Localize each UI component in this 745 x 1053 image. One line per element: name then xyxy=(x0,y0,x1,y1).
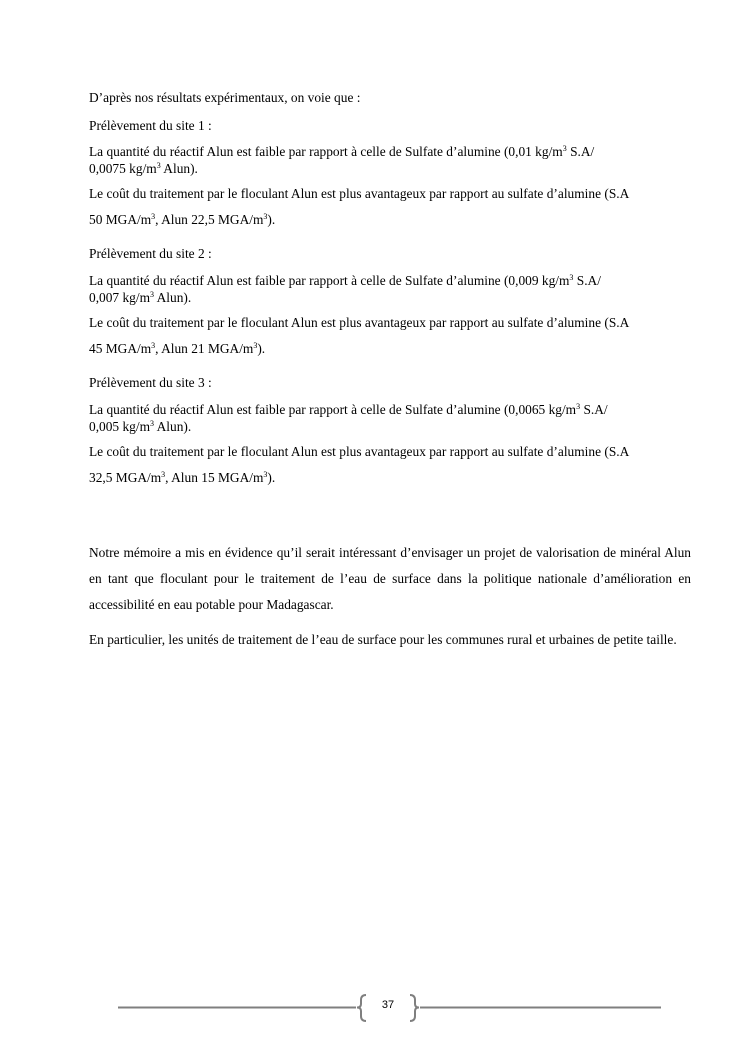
site2-qty-line1: La quantité du réactif Alun est faible par rapport à celle de Sulfate d’alumine (0,009 $kg/m^3$ S.A/ xyxy=(89,273,601,288)
site3-quantity-paragraph xyxy=(89,401,691,435)
site2-cost-paragraph xyxy=(89,310,691,362)
site3-cost-line1: Le coût du traitement par le floculant Alun est plus avantageux par rapport au sulfate d’alumine (S.A xyxy=(89,444,630,459)
site2-cost-line2: 45 MGA/$m^3$, Alun 21 MGA/$m^3$). xyxy=(89,341,266,356)
site1-heading: Prélèvement du site 1 : xyxy=(89,118,212,133)
site1-qty-line2: 0,0075 $kg/m^3$ Alun). xyxy=(89,161,198,176)
conclusion-paragraph-2: En particulier, les unités de traitement de l’eau de surface pour les communes rural et urbaines de petite taille. xyxy=(89,632,677,647)
site1-quantity-paragraph xyxy=(89,143,691,177)
site1-cost-line2: 50 MGA/$m^3$, Alun 22,5 MGA/$m^3$). xyxy=(89,212,276,227)
site3-cost-paragraph xyxy=(89,439,691,491)
site3-qty-line1: La quantité du réactif Alun est faible par rapport à celle de Sulfate d’alumine (0,0065 $kg/m^3$ S.A/ xyxy=(89,402,608,417)
site1-qty-line1: La quantité du réactif Alun est faible par rapport à celle de Sulfate d’alumine (0,01 $kg/m^3$ S.A/ xyxy=(89,144,595,159)
site2-heading: Prélèvement du site 2 : xyxy=(89,246,212,261)
site1-cost-paragraph xyxy=(89,181,691,233)
page-footer xyxy=(0,992,745,1024)
intro-paragraph: D’après nos résultats expérimentaux, on voie que : xyxy=(89,90,361,105)
page-number: 37 xyxy=(381,999,395,1011)
left-brace-icon xyxy=(357,995,366,1021)
site3-qty-line2: 0,005 $kg/m^3$ Alun). xyxy=(89,419,192,434)
site2-cost-line1: Le coût du traitement par le floculant Alun est plus avantageux par rapport au sulfate d’alumine (S.A xyxy=(89,315,630,330)
document-body xyxy=(89,89,691,653)
right-brace-icon xyxy=(410,995,419,1021)
site3-cost-line2: 32,5 MGA/$m^3$, Alun 15 MGA/$m^3$). xyxy=(89,470,276,485)
site3-heading: Prélèvement du site 3 : xyxy=(89,375,212,390)
conclusion-paragraph-1: Notre mémoire a mis en évidence qu’il serait intéressant d’envisager un projet de valorisation de minéral Alun en tant que floculant pour le traitement de l’eau de surface dans la politique nationale d’amélioration en accessibilité en eau potable pour Madagascar. xyxy=(89,545,691,612)
site2-quantity-paragraph xyxy=(89,272,691,306)
site1-cost-line1: Le coût du traitement par le floculant Alun est plus avantageux par rapport au sulfate d’alumine (S.A xyxy=(89,186,630,201)
site2-qty-line2: 0,007 $kg/m^3$ Alun). xyxy=(89,290,192,305)
